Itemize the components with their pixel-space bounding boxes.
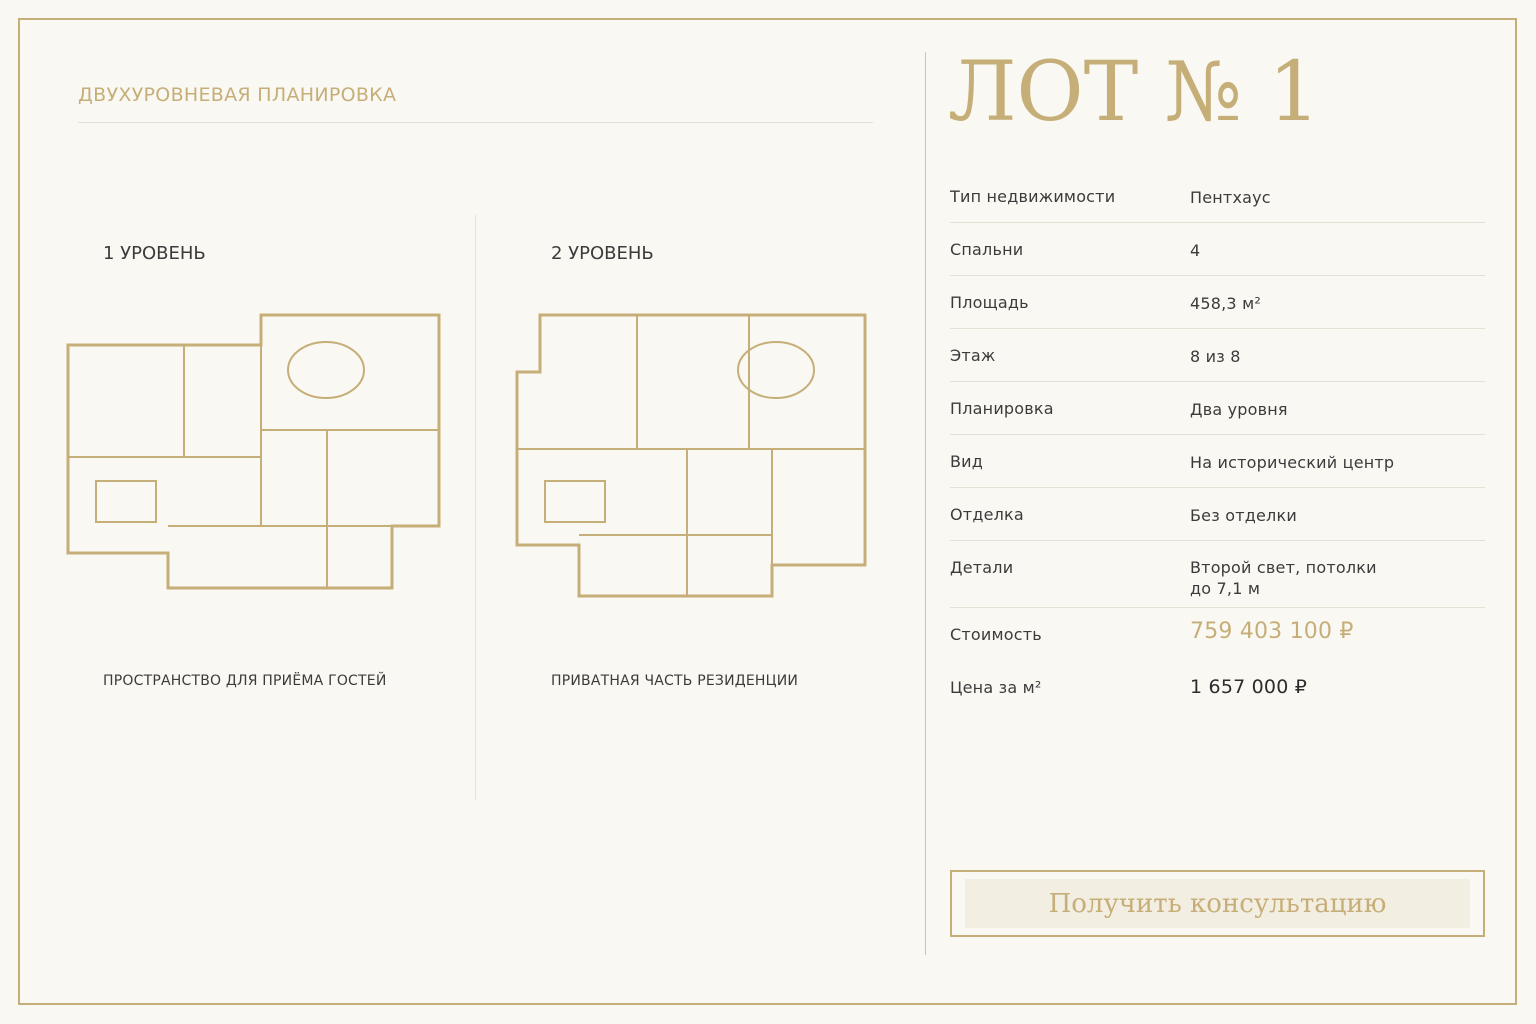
spec-key: Вид xyxy=(950,452,984,471)
spec-value-line: до 7,1 м xyxy=(1190,579,1261,598)
level-1-label: 1 УРОВЕНЬ xyxy=(103,243,206,264)
spec-key: Этаж xyxy=(950,346,996,365)
level-1-caption: ПРОСТРАНСТВО ДЛЯ ПРИЁМА ГОСТЕЙ xyxy=(103,673,387,689)
spec-value: 458,3 м² xyxy=(1190,294,1261,313)
spec-row-type xyxy=(950,170,1485,223)
spec-row-details xyxy=(950,541,1485,608)
spec-key: Детали xyxy=(950,558,1014,577)
floor-plans xyxy=(0,0,925,700)
spec-key: Тип недвижимости xyxy=(950,187,1116,206)
spec-key: Цена за м² xyxy=(950,678,1042,697)
column-divider xyxy=(925,52,926,955)
spec-row-bedrooms xyxy=(950,223,1485,276)
spec-row-price xyxy=(950,608,1485,661)
spec-row-price-per-m2 xyxy=(950,661,1485,714)
price-per-m2-value: 1 657 000 ₽ xyxy=(1190,676,1308,698)
floor-plan-level-1 xyxy=(68,315,439,588)
spec-value: Пентхаус xyxy=(1190,188,1271,207)
spec-value: Без отделки xyxy=(1190,506,1297,525)
lot-title: ЛОТ № 1 xyxy=(948,45,1321,140)
specs-table xyxy=(950,170,1485,714)
spec-row-area xyxy=(950,276,1485,329)
spec-key: Планировка xyxy=(950,399,1054,418)
floor-plan-level-2 xyxy=(517,315,865,596)
level-2-caption: ПРИВАТНАЯ ЧАСТЬ РЕЗИДЕНЦИИ xyxy=(551,673,799,689)
spec-key: Площадь xyxy=(950,293,1029,312)
spec-row-finish xyxy=(950,488,1485,541)
spec-row-view xyxy=(950,435,1485,488)
level-2-label: 2 УРОВЕНЬ xyxy=(551,243,654,264)
get-consultation-label: Получить консультацию xyxy=(965,879,1470,928)
spec-value: 8 из 8 xyxy=(1190,347,1241,366)
spec-row-floor xyxy=(950,329,1485,382)
spec-key: Спальни xyxy=(950,240,1024,259)
plan-section-title: ДВУХУРОВНЕВАЯ ПЛАНИРОВКА xyxy=(78,84,397,106)
spec-value xyxy=(1190,557,1480,599)
spec-key: Стоимость xyxy=(950,625,1042,644)
spec-value: 4 xyxy=(1190,241,1201,260)
get-consultation-button[interactable] xyxy=(950,870,1485,937)
spec-row-layout xyxy=(950,382,1485,435)
spec-value: Два уровня xyxy=(1190,400,1288,419)
spec-value-line: Второй свет, потолки xyxy=(1190,558,1377,577)
spec-key: Отделка xyxy=(950,505,1024,524)
price-value: 759 403 100 ₽ xyxy=(1190,619,1354,644)
spec-value: На исторический центр xyxy=(1190,453,1395,472)
